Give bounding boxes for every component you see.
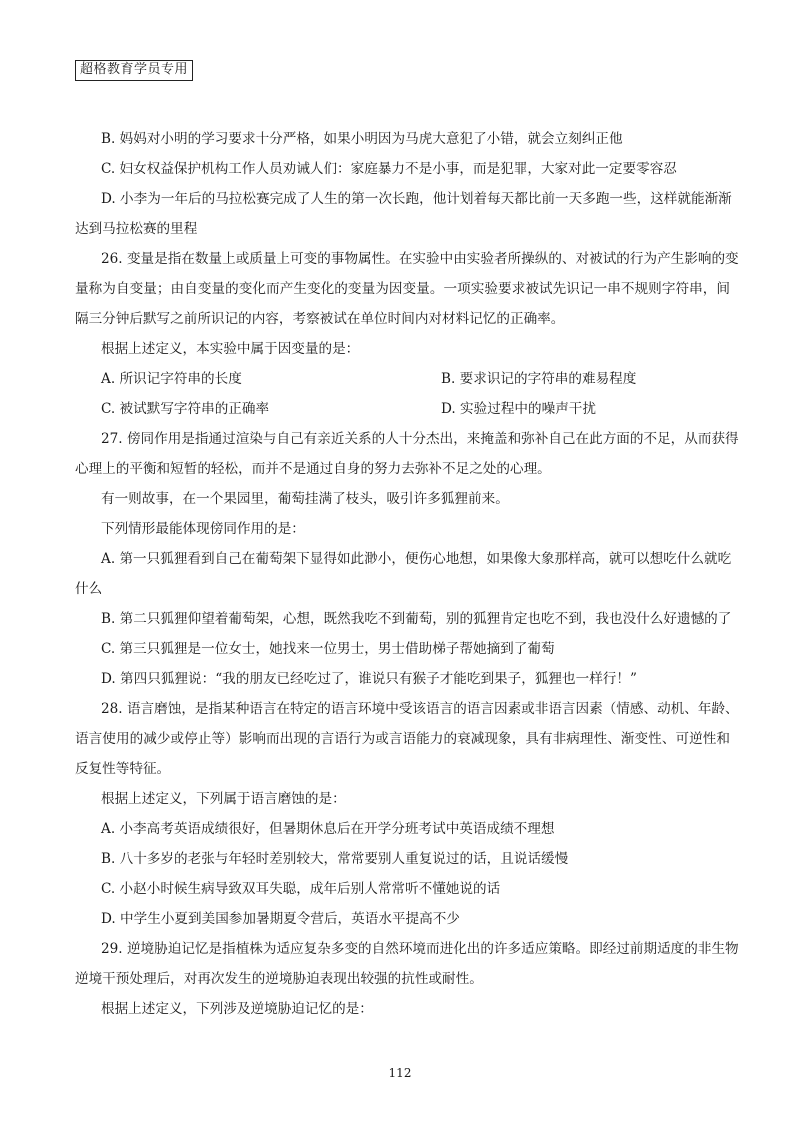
- page-number: 112: [388, 1066, 412, 1080]
- page-content: [75, 124, 739, 1024]
- q29-stem-line2: 逆境干预处理后，对再次发生的逆境胁迫表现出较强的抗性或耐性。: [75, 971, 483, 987]
- q28-question: 根据上述定义，下列属于语言磨蚀的是：: [101, 791, 346, 807]
- q26-options-row1: [75, 364, 730, 394]
- q27-option-a-line1: A. 第一只狐狸看到自己在葡萄架下显得如此渺小，便伤心地想，如果像大象那样高，就可以想吃什么就吃: [101, 551, 732, 567]
- q25-option-d-line1: D. 小李为一年后的马拉松赛完成了人生的第一次长跑，他计划着每天都比前一天多跑一些，这样就能渐渐: [101, 191, 732, 207]
- q27-option-c: C. 第三只狐狸是一位女士，她找来一位男士，男士借助梯子帮她摘到了葡萄: [101, 641, 555, 657]
- header-label: 超格教育学员专用: [75, 60, 193, 81]
- q28-option-c: C. 小赵小时候生病导致双耳失聪，成年后别人常常听不懂她说的话: [101, 881, 501, 897]
- q27-stem-line1: 27. 傍同作用是指通过渲染与自己有亲近关系的人十分杰出，来掩盖和弥补自己在此方面的不足，从而获得: [101, 431, 739, 447]
- q27-question: 下列情形最能体现傍同作用的是：: [101, 521, 305, 537]
- q25-option-c: C. 妇女权益保护机构工作人员劝诫人们：家庭暴力不是小事，而是犯罪，大家对此一定要零容忍: [101, 161, 677, 177]
- q26-stem-line2: 量称为自变量；由自变量的变化而产生变化的变量为因变量。一项实验要求被试先识记一串不规则字符串，间: [75, 281, 730, 297]
- q26-options-row2: [75, 394, 730, 424]
- q27-option-b: B. 第二只狐狸仰望着葡萄架，心想，既然我吃不到葡萄，别的狐狸肯定也吃不到，我也没什么好遗憾的了: [101, 611, 732, 627]
- q28-option-b: B. 八十多岁的老张与年轻时差别较大，常常要别人重复说过的话，且说话缓慢: [101, 851, 569, 867]
- q28-option-a: A. 小李高考英语成绩很好，但暑期休息后在开学分班考试中英语成绩不理想: [101, 821, 555, 837]
- q26-stem-line1: 26. 变量是指在数量上或质量上可变的事物属性。在实验中由实验者所操纵的、对被试的行为产生影响的变: [101, 251, 739, 267]
- q27-option-a-line2: 什么: [75, 581, 103, 597]
- q26-option-a: A. 所识记字符串的长度: [101, 371, 242, 387]
- q26-stem-line3: 隔三分钟后默写之前所识记的内容，考察被试在单位时间内对材料记忆的正确率。: [75, 311, 565, 327]
- q28-stem-line3: 反复性等特征。: [75, 761, 171, 777]
- q28-stem-line2: 语言使用的减少或停止等）影响而出现的言语行为或言语能力的衰减现象，具有非病理性、渐变性、可逆性和: [75, 731, 730, 747]
- q27-story: 有一则故事，在一个果园里，葡萄挂满了枝头，吸引许多狐狸前来。: [101, 491, 509, 507]
- q27-option-d: D. 第四只狐狸说：“我的朋友已经吃过了，谁说只有猴子才能吃到果子，狐狸也一样行！”: [101, 671, 637, 687]
- q26-option-d: D. 实验过程中的噪声干扰: [441, 401, 596, 417]
- q25-option-b: B. 妈妈对小明的学习要求十分严格，如果小明因为马虎大意犯了小错，就会立刻纠正他: [101, 131, 623, 147]
- q27-stem-line2: 心理上的平衡和短暂的轻松，而并不是通过自身的努力去弥补不足之处的心理。: [75, 461, 551, 477]
- q29-stem-line1: 29. 逆境胁迫记忆是指植株为适应复杂多变的自然环境而进化出的许多适应策略。即经过前期适度的非生物: [101, 941, 739, 957]
- q26-question: 根据上述定义，本实验中属于因变量的是：: [101, 341, 360, 357]
- q26-option-c: C. 被试默写字符串的正确率: [101, 401, 270, 417]
- q29-question: 根据上述定义，下列涉及逆境胁迫记忆的是：: [101, 1001, 373, 1017]
- q28-option-d: D. 中学生小夏到美国参加暑期夏令营后，英语水平提高不少: [101, 911, 460, 927]
- q25-option-d-line2: 达到马拉松赛的里程: [75, 221, 198, 237]
- q28-stem-line1: 28. 语言磨蚀，是指某种语言在特定的语言环境中受该语言的语言因素或非语言因素（情感、动机、年龄、: [101, 701, 739, 717]
- q26-option-b: B. 要求识记的字符串的难易程度: [441, 371, 637, 387]
